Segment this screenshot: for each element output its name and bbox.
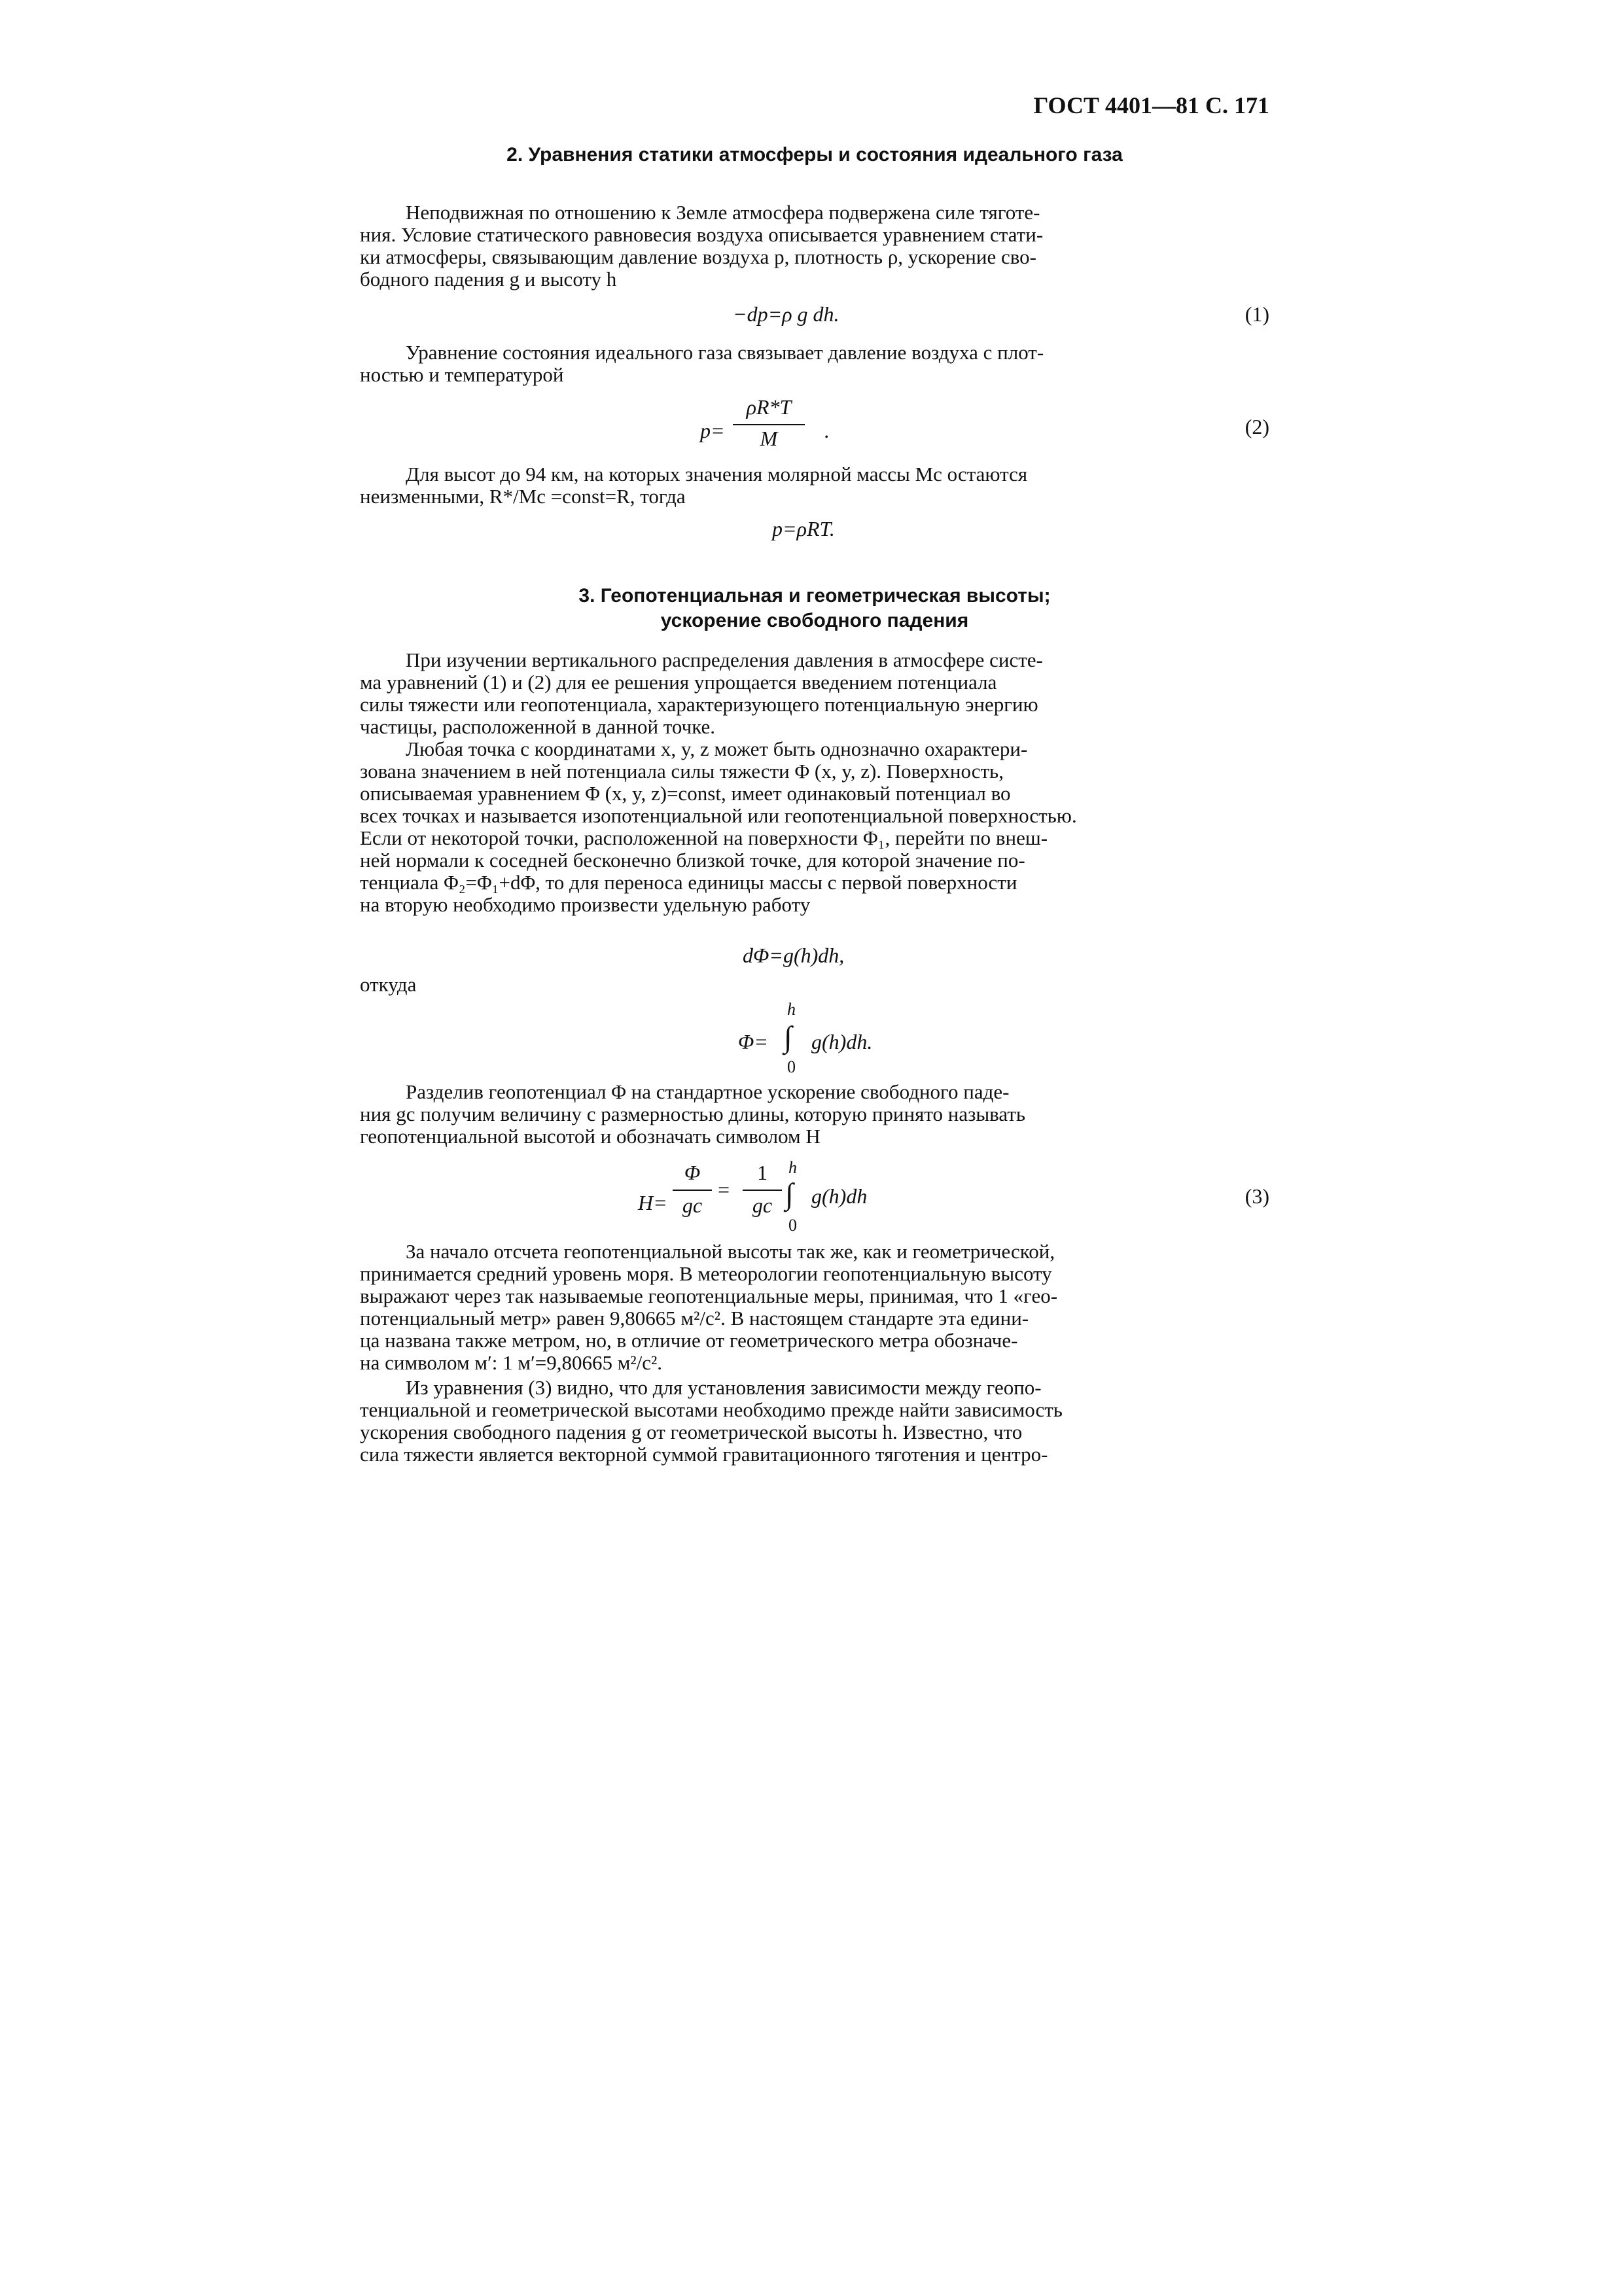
- text-line: Разделив геопотенциал Φ на стандартное ускорение свободного паде-: [406, 1080, 1010, 1103]
- equation-phi-integrand: g(h)dh.: [811, 1030, 873, 1053]
- text-line: на символом м′: 1 м′=9,80665 м²/с².: [360, 1351, 663, 1374]
- text-line: ностью и температурой: [360, 363, 564, 386]
- fraction-bar: [673, 1190, 712, 1191]
- page-header: ГОСТ 4401—81 С. 171: [1033, 92, 1269, 118]
- integral-lower-limit: 0: [787, 1057, 796, 1076]
- text-line: принимается средний уровень моря. В метеорологии геопотенциальную высоту: [360, 1262, 1052, 1285]
- text-line: частицы, расположенной в данной точке.: [360, 715, 716, 738]
- equation-dphi-body: dΦ=g(h)dh,: [743, 944, 845, 967]
- text-line: зована значением в ней потенциала силы тяжести Φ (x, y, z). Поверхность,: [360, 760, 1004, 783]
- text-line: ния. Условие статического равновесия воздуха описывается уравнением стати-: [360, 223, 1044, 246]
- equation-2-tail: .: [824, 419, 830, 442]
- section-2-title: 2. Уравнения статики атмосферы и состояния идеального газа: [506, 144, 1123, 166]
- text-line: Из уравнения (3) видно, что для установления зависимости между геопо-: [406, 1376, 1042, 1399]
- text-line: Неподвижная по отношению к Земле атмосфера подвержена силе тяготе-: [406, 201, 1040, 224]
- text-line: бодного падения g и высоту h: [360, 268, 617, 291]
- equation-3-integrand: g(h)dh: [811, 1184, 868, 1208]
- equation-1-body: −dp=ρ g dh.: [733, 302, 839, 326]
- equation-phi: [360, 997, 1269, 1082]
- text-line: ца названа также метром, но, в отличие от геометрического метра обозначе-: [360, 1329, 1018, 1352]
- paragraph-4: [360, 649, 1269, 738]
- integral-sign-icon: ∫: [784, 1020, 792, 1053]
- equation-3-label: (3): [1244, 1184, 1269, 1208]
- equation-2-label: (2): [1244, 415, 1269, 438]
- paragraph-8: [360, 1377, 1269, 1466]
- equation-3-num2: 1: [757, 1161, 768, 1184]
- equation-3-den1: gс: [682, 1193, 703, 1217]
- section-3-title-line: ускорение свободного падения: [660, 610, 969, 631]
- text-line: Если от некоторой точки, расположенной на поверхности Φ₁, перейти по внеш-: [360, 826, 1048, 849]
- equation-1-label: (1): [1244, 302, 1269, 326]
- text-line: потенциальный метр» равен 9,80665 м²/с². В настоящем стандарте эта едини-: [360, 1307, 1029, 1330]
- text-line: ускорения свободного падения g от геометрической высоты h. Известно, что: [360, 1421, 1023, 1443]
- text-line: сила тяжести является векторной суммой гравитационного тяготения и центро-: [360, 1443, 1048, 1466]
- text-line: на вторую необходимо произвести удельную работу: [360, 893, 811, 916]
- fraction-bar: [743, 1190, 782, 1191]
- text-line: ки атмосферы, связывающим давление воздуха p, плотность ρ, ускорение сво-: [360, 245, 1036, 268]
- integral-sign-icon: ∫: [785, 1177, 794, 1210]
- paragraph-1: [360, 202, 1269, 291]
- text-line: ней нормали к соседней бесконечно близкой точке, для которой значение по-: [360, 849, 1025, 872]
- equation-phi-lhs: Φ=: [738, 1030, 768, 1053]
- equation-3-eqsign: =: [716, 1178, 731, 1201]
- paragraph-2: [360, 342, 1269, 386]
- equation-1: [360, 302, 1269, 342]
- text-line: При изучении вертикального распределения давления в атмосфере систе-: [406, 648, 1043, 671]
- paragraph-3: [360, 463, 1269, 508]
- text-line: откуда: [360, 973, 417, 996]
- otkuda-text: [360, 974, 1269, 996]
- text-line: Для высот до 94 км, на которых значения молярной массы Mс остаются: [406, 463, 1028, 485]
- paragraph-5: [360, 738, 1269, 916]
- equation-prt-body: p=ρRT.: [772, 517, 835, 540]
- text-line: ния gс получим величину с размерностью длины, которую принято называть: [360, 1103, 1026, 1125]
- integral-upper-limit: h: [788, 1158, 797, 1177]
- equation-3-num1: Φ: [684, 1161, 701, 1184]
- equation-2-denominator: M: [760, 427, 778, 450]
- text-line: выражают через так называемые геопотенциальные меры, принимая, что 1 «гео-: [360, 1284, 1058, 1307]
- text-line: Уравнение состояния идеального газа связывает давление воздуха с плот-: [406, 341, 1044, 364]
- text-line: описываемая уравнением Φ (x, y, z)=const, имеет одинаковый потенциал во: [360, 782, 1011, 805]
- text-line: Любая точка с координатами x, y, z может быть однозначно охарактери-: [406, 737, 1028, 760]
- section-3-title: [360, 584, 1269, 633]
- text-line: ма уравнений (1) и (2) для ее решения упрощается введением потенциала: [360, 671, 997, 694]
- equation-2: [360, 393, 1269, 465]
- section-3-title-line: 3. Геопотенциальная и геометрическая высоты;: [578, 585, 1051, 607]
- text-line: неизменными, R*/Mс =const=R, тогда: [360, 485, 686, 508]
- text-line: силы тяжести или геопотенциала, характеризующего потенциальную энергию: [360, 693, 1038, 716]
- paragraph-7: [360, 1241, 1269, 1374]
- integral-upper-limit: h: [787, 1000, 796, 1019]
- equation-prt: [360, 517, 1269, 556]
- text-line: геопотенциальной высотой и обозначать символом H: [360, 1125, 821, 1148]
- equation-3-den2: gс: [752, 1193, 773, 1217]
- equation-3: [360, 1158, 1269, 1243]
- integral-lower-limit: 0: [788, 1216, 797, 1235]
- equation-2-numerator: ρR*T: [746, 395, 792, 419]
- equation-2-lhs: p=: [700, 419, 725, 442]
- fraction-bar: [733, 424, 805, 425]
- equation-3-lhs: H=: [638, 1191, 667, 1214]
- paragraph-6: [360, 1081, 1269, 1148]
- text-line: тенциальной и геометрической высотами необходимо прежде найти зависимость: [360, 1398, 1063, 1421]
- text-line: За начало отсчета геопотенциальной высоты так же, как и геометрической,: [406, 1240, 1055, 1263]
- text-line: всех точках и называется изопотенциальной или геопотенциальной поверхностью.: [360, 804, 1077, 827]
- text-line: тенциала Φ₂=Φ₁+dΦ, то для переноса единицы массы с первой поверхности: [360, 871, 1017, 894]
